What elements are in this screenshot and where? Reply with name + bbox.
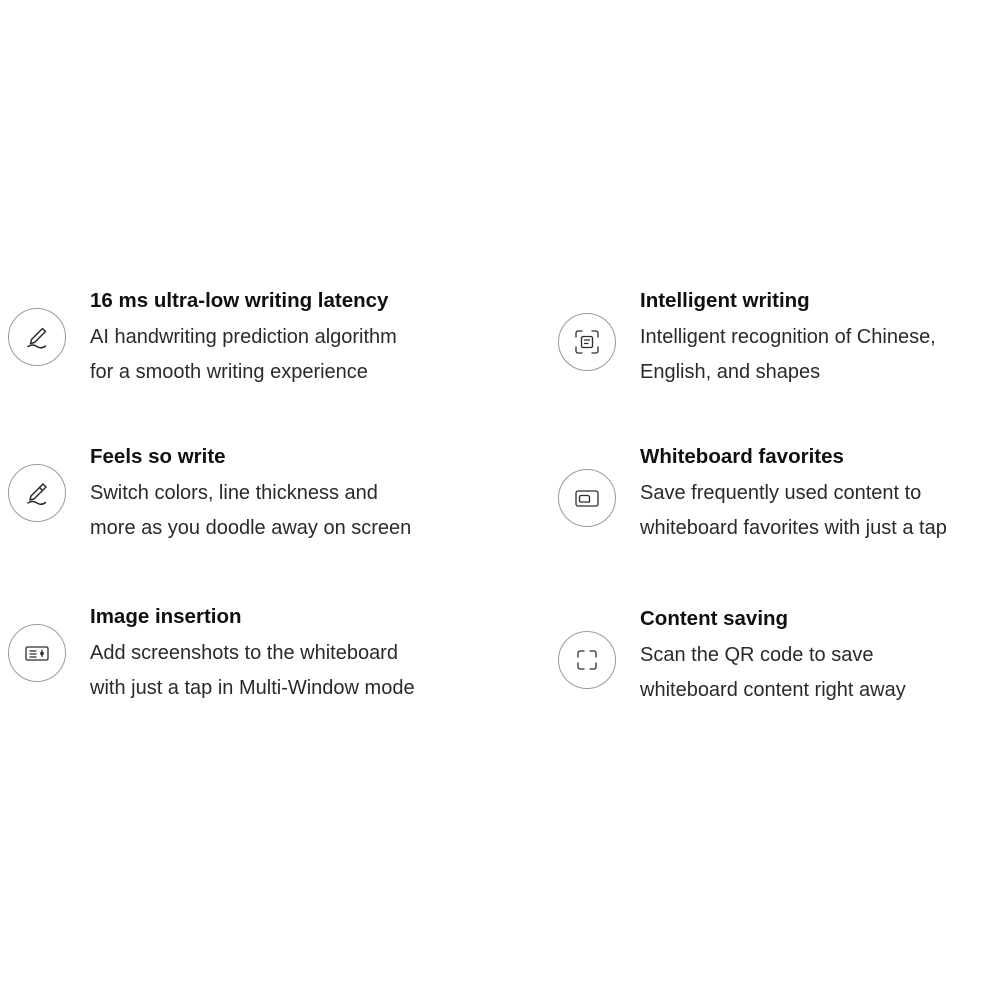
feature-text (90, 604, 415, 706)
feature-desc-line-2: English, and shapes (640, 361, 821, 383)
feature-desc-line-1: Scan the QR code to save (640, 644, 874, 666)
qr-scan-frame-icon (558, 631, 616, 689)
feature-title: Image insertion (90, 605, 242, 628)
feature-desc-line-2: with just a tap in Multi-Window mode (90, 677, 415, 699)
feature-text (90, 288, 397, 390)
pen-writing-icon (8, 308, 66, 366)
feature-desc-line-2: whiteboard favorites with just a tap (640, 517, 947, 539)
folder-save-icon (558, 469, 616, 527)
feature-item-writing-latency (8, 288, 478, 390)
feature-desc-line-1: Save frequently used content to (640, 482, 922, 504)
feature-title: Feels so write (90, 445, 226, 468)
feature-desc-line-2: for a smooth writing experience (90, 361, 368, 383)
feature-item-whiteboard-favorites (558, 444, 1000, 546)
feature-text (640, 444, 947, 546)
scan-text-recognition-icon (558, 313, 616, 371)
feature-text (640, 606, 906, 708)
feature-item-content-saving (558, 606, 1000, 708)
feature-item-image-insertion (8, 604, 478, 706)
feature-item-feels-so-write (8, 444, 478, 546)
pen-nib-icon (8, 464, 66, 522)
feature-title: Intelligent writing (640, 289, 810, 312)
feature-title: 16 ms ultra-low writing latency (90, 289, 389, 312)
feature-desc-line-1: Switch colors, line thickness and (90, 482, 378, 504)
feature-item-intelligent-writing (558, 288, 1000, 390)
feature-desc-line-1: Intelligent recognition of Chinese, (640, 326, 936, 348)
feature-title: Whiteboard favorites (640, 445, 844, 468)
feature-desc-line-2: more as you doodle away on screen (90, 517, 412, 539)
image-insert-icon (8, 624, 66, 682)
feature-text (90, 444, 411, 546)
feature-desc-line-2: whiteboard content right away (640, 679, 906, 701)
feature-desc-line-1: Add screenshots to the whiteboard (90, 642, 398, 664)
feature-title: Content saving (640, 607, 789, 630)
feature-text (640, 288, 936, 390)
feature-desc-line-1: AI handwriting prediction algorithm (90, 326, 397, 348)
